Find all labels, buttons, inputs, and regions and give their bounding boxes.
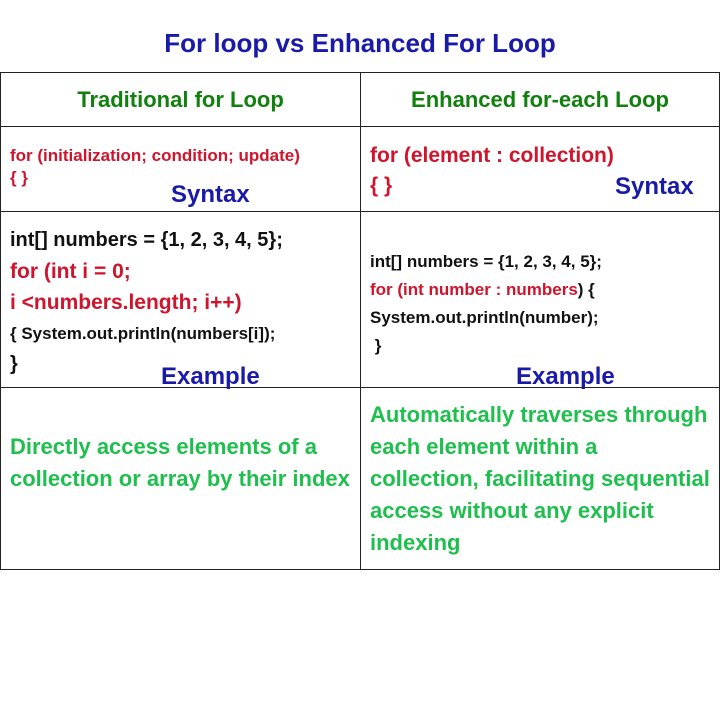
header-traditional: Traditional for Loop — [77, 87, 284, 112]
code-line: System.out.println(number); — [370, 308, 599, 327]
page-title: For loop vs Enhanced For Loop — [164, 28, 556, 58]
code-line: for (int i = 0; — [10, 260, 131, 283]
column-divider — [360, 73, 361, 569]
syntax-line: { } — [10, 168, 28, 187]
code-line — [370, 276, 602, 304]
example-enhanced — [370, 248, 602, 360]
example-label-traditional: Example — [161, 363, 260, 390]
example-label-enhanced: Example — [516, 363, 615, 390]
code-line: { System.out.println(numbers[i]); — [10, 324, 276, 343]
description-enhanced: Automatically traverses through each element within a collection, facilitating sequential access without any explicit indexing — [370, 402, 710, 555]
syntax-enhanced — [370, 141, 614, 201]
code-fragment: for (int number : numbers — [370, 280, 578, 299]
code-line: i <numbers.length; i++) — [10, 291, 242, 314]
syntax-traditional — [10, 145, 300, 189]
syntax-label-traditional: Syntax — [171, 181, 250, 208]
row-divider-header — [1, 126, 719, 127]
comparison-table — [0, 72, 720, 570]
code-line: } — [370, 336, 382, 355]
code-fragment: ) { — [577, 280, 595, 299]
syntax-line: for (element : collection) — [370, 144, 614, 167]
code-line: } — [10, 353, 18, 375]
description-traditional: Directly access elements of a collection or array by their index — [10, 434, 350, 491]
syntax-line: for (initialization; condition; update) — [10, 146, 300, 165]
header-enhanced: Enhanced for-each Loop — [411, 87, 669, 112]
code-line: int[] numbers = {1, 2, 3, 4, 5}; — [370, 252, 602, 271]
code-line: int[] numbers = {1, 2, 3, 4, 5}; — [10, 229, 283, 251]
example-traditional — [10, 225, 283, 380]
row-divider-syntax — [1, 211, 719, 212]
syntax-line: { } — [370, 174, 393, 197]
syntax-label-enhanced: Syntax — [615, 173, 694, 200]
